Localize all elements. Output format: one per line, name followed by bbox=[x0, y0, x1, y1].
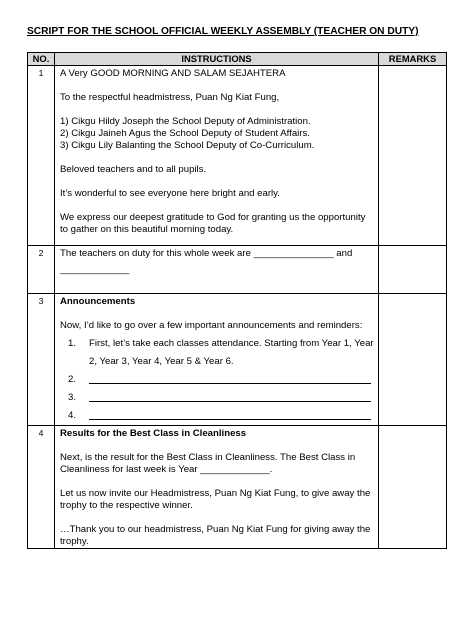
deputy-line: 1) Cikgu Hildy Joseph the School Deputy of Administration. bbox=[60, 116, 311, 127]
table-row bbox=[28, 426, 447, 549]
thanks-line-1: …Thank you to our headmistress, Puan Ng Kiat Fung for giving away the bbox=[60, 524, 371, 535]
beloved-text: Beloved teachers and to all pupils. bbox=[60, 164, 207, 175]
result-line-1: Next, is the result for the Best Class in Cleanliness. The Best Class in bbox=[60, 452, 356, 463]
table-header-row bbox=[28, 53, 447, 66]
cleanliness-heading: Results for the Best Class in Cleanliness bbox=[60, 428, 247, 439]
blank-line bbox=[89, 389, 371, 402]
remarks-cell bbox=[379, 426, 447, 549]
row-number: 3 bbox=[28, 294, 55, 426]
greeting-text: A Very GOOD MORNING AND SALAM SEJAHTERA bbox=[60, 68, 286, 79]
instructions-cell bbox=[55, 246, 379, 294]
row-number: 4 bbox=[28, 426, 55, 549]
instructions-cell bbox=[55, 294, 379, 426]
gratitude-text-line-2: to gather on this beautiful morning today. bbox=[60, 224, 234, 235]
list-item bbox=[60, 407, 374, 425]
list-number: 4. bbox=[68, 410, 77, 421]
teachers-on-duty-line-1: The teachers on duty for this whole week are _______________ and bbox=[60, 248, 353, 259]
invite-line-2: trophy to the respective winner. bbox=[60, 500, 193, 511]
row-number: 2 bbox=[28, 246, 55, 294]
assembly-script-table bbox=[27, 52, 447, 549]
result-line-2: Cleanliness for last week is Year _____________. bbox=[60, 464, 273, 475]
remarks-cell bbox=[379, 66, 447, 246]
list-item bbox=[60, 335, 374, 371]
header-no: NO. bbox=[28, 53, 55, 66]
table-row bbox=[28, 246, 447, 294]
table-row bbox=[28, 66, 447, 246]
deputy-line: 3) Cikgu Lily Balanting the School Deputy of Co-Curriculum. bbox=[60, 140, 315, 151]
list-number: 2. bbox=[68, 374, 77, 385]
remarks-cell bbox=[379, 246, 447, 294]
instructions-cell bbox=[55, 426, 379, 549]
invite-line-1: Let us now invite our Headmistress, Puan Ng Kiat Fung, to give away the bbox=[60, 488, 371, 499]
gratitude-text-line-1: We express our deepest gratitude to God for granting us the opportunity bbox=[60, 212, 366, 223]
blank-line bbox=[89, 407, 371, 420]
list-number: 1. bbox=[68, 338, 77, 349]
deputy-line: 2) Cikgu Jaineh Agus the School Deputy of Student Affairs. bbox=[60, 128, 310, 139]
address-text: To the respectful headmistress, Puan Ng Kiat Fung, bbox=[60, 92, 280, 103]
instructions-cell bbox=[55, 66, 379, 246]
list-item bbox=[60, 389, 374, 407]
wonderful-text: It’s wonderful to see everyone here bright and early. bbox=[60, 188, 280, 199]
header-remarks: REMARKS bbox=[379, 53, 447, 66]
list-number: 3. bbox=[68, 392, 77, 403]
teachers-on-duty-line-2: _____________ bbox=[60, 264, 130, 275]
document-title: SCRIPT FOR THE SCHOOL OFFICIAL WEEKLY ASSEMBLY (TEACHER ON DUTY) bbox=[27, 26, 419, 37]
thanks-line-2: trophy. bbox=[60, 536, 89, 547]
row-number: 1 bbox=[28, 66, 55, 246]
announcements-heading: Announcements bbox=[60, 296, 136, 307]
list-item bbox=[60, 371, 374, 389]
attendance-line-1: First, let’s take each classes attendance. Starting from Year 1, Year bbox=[89, 338, 374, 349]
announcements-intro: Now, I’d like to go over a few important announcements and reminders: bbox=[60, 320, 363, 331]
header-instructions: INSTRUCTIONS bbox=[55, 53, 379, 66]
attendance-line-2: 2, Year 3, Year 4, Year 5 & Year 6. bbox=[89, 356, 234, 367]
remarks-cell bbox=[379, 294, 447, 426]
blank-line bbox=[89, 371, 371, 384]
table-row bbox=[28, 294, 447, 426]
